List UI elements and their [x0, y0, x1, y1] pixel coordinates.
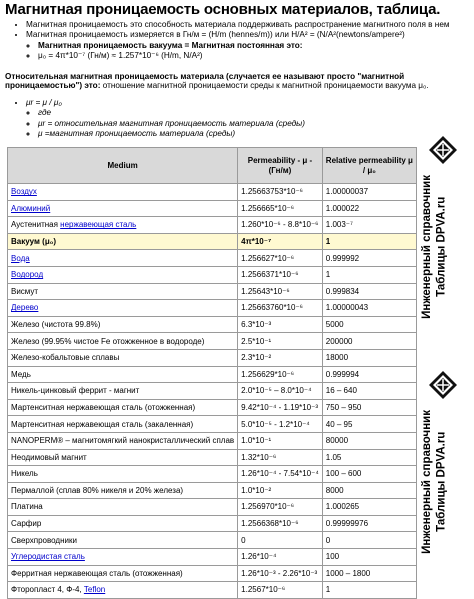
- table-header-row: [8, 148, 417, 184]
- cell-relative: 0.999834: [322, 283, 416, 300]
- table-row: [8, 316, 417, 333]
- table-row: [8, 300, 417, 317]
- cell-medium: [8, 200, 238, 217]
- formula-def-mu: ◦ μ =магнитная проницаемость материала (среды): [38, 129, 305, 138]
- cell-relative: 16 – 640: [322, 383, 416, 400]
- cell-permeability: 1.0*10⁻¹: [238, 432, 323, 449]
- cell-relative: 1.000265: [322, 499, 416, 516]
- cell-permeability: 1.26*10⁻⁴: [238, 549, 323, 566]
- dpva-logo-icon: [428, 370, 458, 400]
- cell-relative: 80000: [322, 432, 416, 449]
- table-row: [8, 349, 417, 366]
- cell-relative: 1: [322, 582, 416, 599]
- cell-permeability: 2.3*10⁻²: [238, 349, 323, 366]
- cell-permeability: 1.260*10⁻⁶ - 8.8*10⁻⁶: [238, 217, 323, 234]
- table-row: [8, 532, 417, 549]
- watermark-line1: Инженерный справочник: [421, 410, 433, 554]
- header-medium: Medium: [8, 148, 238, 184]
- cell-relative: 40 – 95: [322, 416, 416, 433]
- cell-relative: 1.003⁻⁷: [322, 217, 416, 234]
- cell-permeability: 1.2567*10⁻⁶: [238, 582, 323, 599]
- table-row: [8, 217, 417, 234]
- cell-medium: [8, 250, 238, 267]
- cell-relative: 1000 – 1800: [322, 565, 416, 582]
- medium-link[interactable]: Углеродистая сталь: [11, 552, 85, 562]
- cell-permeability: 1.25663753*10⁻⁶: [238, 184, 323, 201]
- formula-def-mur: ◦ μr = относительная магнитная проницаемость материала (среды): [38, 119, 305, 128]
- table-row: [8, 416, 417, 433]
- permeability-table: [7, 147, 417, 599]
- cell-relative: 100: [322, 549, 416, 566]
- cell-permeability: 0: [238, 532, 323, 549]
- info-vacuum-group: [26, 41, 464, 61]
- cell-relative: 18000: [322, 349, 416, 366]
- relative-text: отношение магнитной проницаемости среды к магнитной проницаемости вакуума μ₀.: [102, 81, 429, 91]
- table-row: [8, 582, 417, 599]
- cell-medium: Вакуум (μ₀): [8, 233, 238, 250]
- cell-permeability: 1.26*10⁻³ - 2.26*10⁻³: [238, 565, 323, 582]
- medium-link[interactable]: Дерево: [11, 303, 39, 313]
- table-row: [8, 250, 417, 267]
- cell-permeability: 1.256627*10⁻⁶: [238, 250, 323, 267]
- cell-relative: 1.00000037: [322, 184, 416, 201]
- cell-permeability: 1.256970*10⁻⁶: [238, 499, 323, 516]
- cell-relative: 100 – 600: [322, 466, 416, 483]
- formula-where: ◦ где: [38, 108, 305, 117]
- table-row: [8, 233, 417, 250]
- cell-medium: Платина: [8, 499, 238, 516]
- cell-relative: 1: [322, 233, 416, 250]
- table-row: [8, 466, 417, 483]
- cell-permeability: 1.25663760*10⁻⁶: [238, 300, 323, 317]
- cell-relative: 5000: [322, 316, 416, 333]
- page-title: Магнитная проницаемость основных материалов, таблица.: [5, 1, 441, 18]
- cell-relative: 0.999992: [322, 250, 416, 267]
- table-row: [8, 499, 417, 516]
- table-row: [8, 565, 417, 582]
- medium-link[interactable]: Вода: [11, 253, 30, 263]
- watermark-top: [418, 135, 470, 319]
- medium-link[interactable]: нержавеющая сталь: [60, 220, 137, 230]
- table-row: [8, 549, 417, 566]
- cell-medium: Железо (чистота 99.8%): [8, 316, 238, 333]
- watermark-line1: Инженерный справочник: [421, 175, 433, 319]
- formula-list: [14, 98, 305, 140]
- table-row: [8, 515, 417, 532]
- relative-permeability-heading: [5, 72, 467, 91]
- cell-medium: [8, 549, 238, 566]
- cell-permeability: 5.0*10⁻⁵ - 1.2*10⁻⁴: [238, 416, 323, 433]
- info-units: • Магнитная проницаемость измеряется в Гн/м = (H/m (hennes/m)) или H/A² = (N/A²(newtons/ampere²): [26, 30, 464, 39]
- cell-medium: [8, 582, 238, 599]
- relative-formula: • μr = μ / μ₀: [26, 98, 305, 107]
- cell-relative: 1: [322, 266, 416, 283]
- cell-medium: Никель-цинковый феррит - магнит: [8, 383, 238, 400]
- cell-medium: Сверхпроводники: [8, 532, 238, 549]
- medium-link[interactable]: Teflon: [83, 585, 106, 595]
- table-row: [8, 200, 417, 217]
- medium-link[interactable]: Воздух: [11, 187, 37, 197]
- watermark-text-bottom: [420, 410, 449, 554]
- cell-permeability: 2.0*10⁻⁵ – 8.0*10⁻⁴: [238, 383, 323, 400]
- table-row: [8, 482, 417, 499]
- cell-permeability: 1.25643*10⁻⁶: [238, 283, 323, 300]
- watermark-line2: Таблицы DPVA.ru: [435, 196, 448, 298]
- table-row: [8, 333, 417, 350]
- cell-medium: [8, 300, 238, 317]
- medium-link[interactable]: Алюминий: [11, 203, 51, 213]
- cell-relative: 0: [322, 532, 416, 549]
- cell-medium: [8, 266, 238, 283]
- cell-medium-text: Аустенитная: [11, 220, 61, 230]
- table-row: [8, 399, 417, 416]
- cell-permeability: 1.26*10⁻⁴ - 7.54*10⁻⁴: [238, 466, 323, 483]
- header-relative: Relative permeability μ / μ₀: [322, 148, 416, 184]
- cell-permeability: 1.0*10⁻²: [238, 482, 323, 499]
- dpva-logo-icon: [428, 135, 458, 165]
- cell-medium-text: Фторопласт 4, Ф-4,: [11, 585, 84, 595]
- cell-permeability: 1.2566371*10⁻⁶: [238, 266, 323, 283]
- info-mu0: ◦ μ₀ = 4π*10⁻⁷ (Гн/м) ≈ 1.257*10⁻⁶ (H/m, N/A²): [38, 51, 464, 60]
- cell-medium: Никель: [8, 466, 238, 483]
- cell-medium: Железо-кобальтовые сплавы: [8, 349, 238, 366]
- cell-relative: 1.000022: [322, 200, 416, 217]
- table-row: [8, 366, 417, 383]
- cell-medium: NANOPERM® – магнитомягкий нанокристаллический сплав: [8, 432, 238, 449]
- table-row: [8, 449, 417, 466]
- watermark-bottom: [418, 370, 470, 554]
- cell-medium: Мартенситная нержавеющая сталь (закаленная): [8, 416, 238, 433]
- cell-permeability: 1.32*10⁻⁶: [238, 449, 323, 466]
- relative-title: Относительная магнитная проницаемость материала (случается ее называют просто "магнитной проницаемостью") это:: [5, 72, 405, 91]
- cell-relative: 200000: [322, 333, 416, 350]
- cell-medium: Сарфир: [8, 515, 238, 532]
- cell-relative: 0.999994: [322, 366, 416, 383]
- cell-relative: 750 – 950: [322, 399, 416, 416]
- table-row: [8, 432, 417, 449]
- table-row: [8, 184, 417, 201]
- header-permeability: Permeability - μ - (Гн/м): [238, 148, 323, 184]
- cell-permeability: 1.2566368*10⁻⁶: [238, 515, 323, 532]
- cell-permeability: 6.3*10⁻³: [238, 316, 323, 333]
- cell-medium: Мартенситная нержавеющая сталь (отожженная): [8, 399, 238, 416]
- info-list: [14, 20, 464, 62]
- cell-medium: Неодимовый магнит: [8, 449, 238, 466]
- cell-medium: Железо (99.95% чистое Fe отожженное в водороде): [8, 333, 238, 350]
- watermark-line2: Таблицы DPVA.ru: [435, 431, 448, 533]
- cell-relative: 0.99999976: [322, 515, 416, 532]
- info-vacuum: ◦ Магнитная проницаемость вакуума = Магнитная постоянная это:: [38, 41, 464, 50]
- cell-medium: Медь: [8, 366, 238, 383]
- cell-permeability: 4π*10⁻⁷: [238, 233, 323, 250]
- cell-medium: Пермаллой (сплав 80% никеля и 20% железа): [8, 482, 238, 499]
- cell-medium: [8, 217, 238, 234]
- cell-relative: 1.05: [322, 449, 416, 466]
- table-row: [8, 383, 417, 400]
- info-definition: • Магнитная проницаемость это способность материала поддерживать распространение магнитного поля в нем: [26, 20, 464, 29]
- cell-relative: 8000: [322, 482, 416, 499]
- watermark-text-top: [420, 175, 449, 319]
- table-row: [8, 283, 417, 300]
- cell-medium: Висмут: [8, 283, 238, 300]
- cell-permeability: 1.256665*10⁻⁶: [238, 200, 323, 217]
- cell-medium: Ферритная нержавеющая сталь (отожженная): [8, 565, 238, 582]
- cell-permeability: 1.256629*10⁻⁶: [238, 366, 323, 383]
- table-row: [8, 266, 417, 283]
- medium-link[interactable]: Водород: [11, 270, 44, 280]
- formula-defs: [26, 108, 305, 138]
- cell-relative: 1.00000043: [322, 300, 416, 317]
- cell-permeability: 2.5*10⁻¹: [238, 333, 323, 350]
- cell-permeability: 9.42*10⁻⁴ - 1.19*10⁻³: [238, 399, 323, 416]
- cell-medium: [8, 184, 238, 201]
